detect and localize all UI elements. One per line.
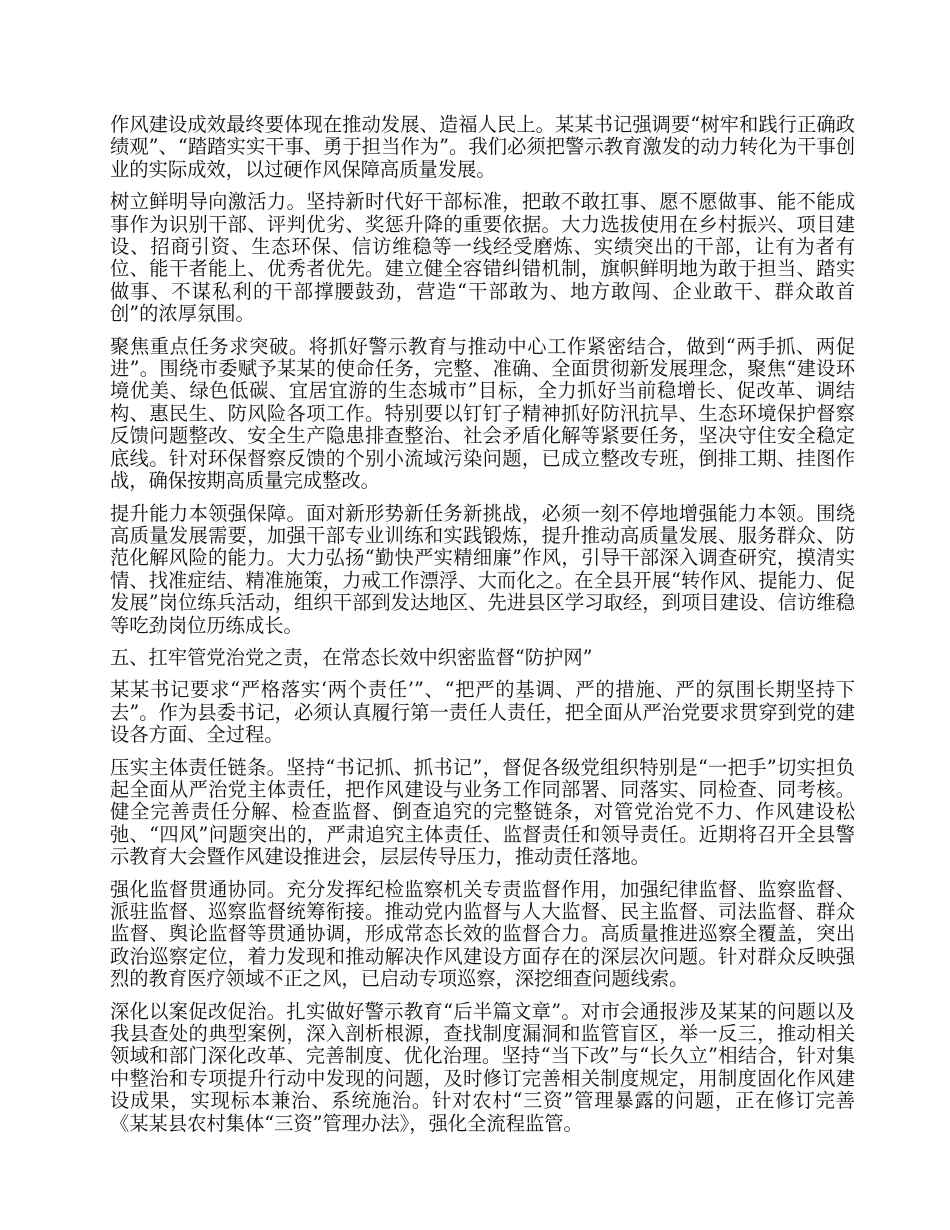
- paragraph-case-reform: 深化以案促改促治。扎实做好警示教育“后半篇文章”。对市会通报涉及某某的问题以及我县查处的典型案例，深入剖析根源，查找制度漏洞和监管盲区，举一反三，推动相关领域和部门深化改革、完善制度、优化治理。坚持“当下改”与“长久立”相结合，针对集中整治和专项提升行动中发现的问题，及时修订完善相关制度规定，用制度固化作风建设成果，实现标本兼治、系统施治。针对农村“三资”管理暴露的问题，正在修订完善《某某县农村集体“三资”管理办法》，强化全流程监管。: [110, 999, 855, 1135]
- document-page: [110, 114, 855, 1145]
- paragraph-responsibility: 压实主体责任链条。坚持“书记抓、抓书记”，督促各级党组织特别是“一把手”切实担负起全面从严治党主体责任，把作风建设与业务工作同部署、同落实、同检查、同考核。健全完善责任分解、检查监督、倒查追究的完整链条，对管党治党不力、作风建设松弛、“四风”问题突出的，严肃追究主体责任、监督责任和领导责任。近期将召开全县警示教育大会暨作风建设推进会，层层传导压力，推动责任落地。: [110, 755, 855, 869]
- paragraph-capability: 提升能力本领强保障。面对新形势新任务新挑战，必须一刻不停地增强能力本领。围绕高质量发展需要，加强干部专业训练和实践锻炼，提升推动高质量发展、服务群众、防范化解风险的能力。大力弘扬“勤快严实精细廉”作风，引导干部深入调查研究，摸清实情、找准症结、精准施策，力戒工作漂浮、大而化之。在全县开展“转作风、提能力、促发展”岗位练兵活动，组织干部到发达地区、先进县区学习取经，到项目建设、信访维稳等吃劲岗位历练成长。: [110, 501, 855, 637]
- paragraph-key-tasks: 聚焦重点任务求突破。将抓好警示教育与推动中心工作紧密结合，做到“两手抓、两促进”。围绕市委赋予某某的使命任务，完整、准确、全面贯彻新发展理念，聚焦“建设环境优美、绿色低碳、宜居宜游的生态城市”目标，全力抓好当前稳增长、促改革、调结构、惠民生、防风险各项工作。特别要以钉钉子精神抓好防汛抗旱、生态环境保护督察反馈问题整改、安全生产隐患排查整治、社会矛盾化解等紧要任务，坚决守住安全稳定底线。针对环保督察反馈的个别小流域污染问题，已成立整改专班，倒排工期、挂图作战，确保按期高质量完成整改。: [110, 334, 855, 493]
- section-heading-five: 五、扛牢管党治党之责，在常态长效中织密监督“防护网”: [110, 645, 593, 669]
- paragraph-intro: 作风建设成效最终要体现在推动发展、造福人民上。某某书记强调要“树牢和践行正确政绩观”、“踏踏实实干事、勇于担当作为”。我们必须把警示教育激发的动力转化为干事创业的实际成效，以过硬作风保障高质量发展。: [110, 113, 855, 181]
- paragraph-orientation: 树立鲜明导向激活力。坚持新时代好干部标准，把敢不敢扛事、愿不愿做事、能不能成事作为识别干部、评判优劣、奖惩升降的重要依据。大力选拔使用在乡村振兴、项目建设、招商引资、生态环保、信访维稳等一线经受磨炼、实绩突出的干部，让有为者有位、能干者能上、优秀者优先。建立健全容错纠错机制，旗帜鲜明地为敢于担当、踏实做事、不谋私利的干部撑腰鼓劲，营造“干部敢为、地方敢闯、企业敢干、群众敢首创”的浓厚氛围。: [110, 190, 855, 326]
- paragraph-requirements: 某某书记要求“严格落实‘两个责任’”、“把严的基调、严的措施、严的氛围长期坚持下去”。作为县委书记，必须认真履行第一责任人责任，把全面从严治党要求贯穿到党的建设各方面、全过程。: [110, 678, 855, 747]
- paragraph-supervision: 强化监督贯通协同。充分发挥纪检监察机关专责监督作用，加强纪律监督、监察监督、派驻监督、巡察监督统筹衔接。推动党内监督与人大监督、民主监督、司法监督、群众监督、舆论监督等贯通协调，形成常态长效的监督合力。高质量推进巡察全覆盖，突出政治巡察定位，着力发现和推动解决作风建设方面存在的深层次问题。针对群众反映强烈的教育医疗领域不正之风，已启动专项巡察，深挖细查问题线索。: [110, 877, 855, 991]
